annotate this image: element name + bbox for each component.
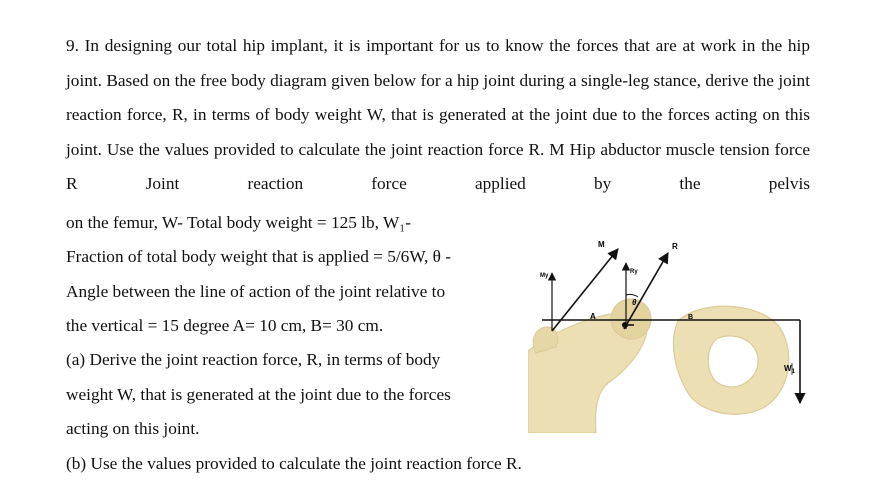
side-line-3: Angle between the line of action of the joint relative to (66, 282, 446, 301)
question-line-1: 9. In designing our total hip implant, it is important for us to know the forces that are at work (66, 36, 737, 55)
label-a: A (590, 312, 596, 321)
label-w1: $W_1$ (784, 364, 795, 375)
question-line-4: joint due to the forces acting on this joint. Use the values provided to calculate the joint reaction (66, 105, 811, 159)
label-my: My (540, 273, 549, 279)
side-line-4: the vertical = 15 degree A= 10 cm, B= 30 cm. (66, 316, 384, 335)
label-r: R (672, 242, 678, 251)
part-a-line-2: weight W, that is generated at the joint due to the forces (66, 385, 451, 404)
question-line-5: force R. M Hip abductor muscle tension force R Joint reaction force applied by the pelvis (66, 139, 810, 193)
side-line-2: Fraction of total body weight that is applied = 5/6W, θ - (66, 247, 452, 266)
femoral-head (611, 299, 651, 339)
label-theta: θ (632, 298, 637, 307)
part-a-line-1: (a) Derive the joint reaction force, R, in terms of body (66, 350, 441, 369)
part-b-line: (b) Use the values provided to calculate the joint reaction force R. (66, 454, 522, 473)
part-a-line-3: acting on this joint. (66, 419, 200, 438)
side-line-1: on the femur, W- Total body weight = 125 lb, W₁- (66, 213, 412, 232)
pelvis-bone (673, 306, 788, 414)
label-b: B (688, 314, 694, 321)
label-m: M (598, 240, 605, 249)
question-line-2: in the hip joint. Based on the free body diagram given below for a hip joint during a single-leg (66, 36, 810, 90)
question-paragraph (66, 29, 810, 202)
label-ry: Ry (630, 269, 638, 275)
question-line-3: stance, derive the joint reaction force, R, in terms of body weight W, that is generated at the (66, 70, 810, 124)
hip-free-body-diagram (528, 233, 818, 433)
